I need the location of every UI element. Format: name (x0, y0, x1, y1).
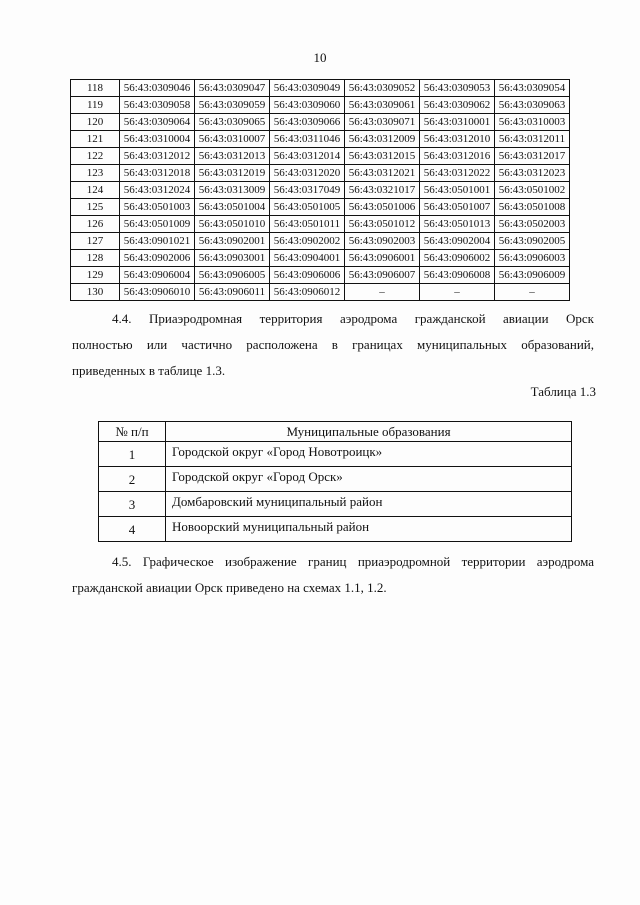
paragraph-line: 4.4. Приаэродромная территория аэродрома гражданской авиации Орск (112, 311, 594, 326)
cadastral-cell: 56:43:0310007 (195, 131, 270, 148)
cadastral-cell: 56:43:0312020 (270, 165, 345, 182)
row-number: 126 (71, 216, 120, 233)
cadastral-cell: – (495, 284, 570, 301)
municipality-name: Городской округ «Город Орск» (166, 467, 572, 492)
cadastral-table (70, 79, 570, 301)
paragraph-line: 4.5. Графическое изображение границ приаэродромной территории аэродрома (112, 554, 594, 569)
municipality-name: Городской округ «Город Новотроицк» (166, 442, 572, 467)
cadastral-cell: 56:43:0309053 (420, 80, 495, 97)
cadastral-cell: 56:43:0501005 (270, 199, 345, 216)
table-row (71, 284, 570, 301)
cadastral-cell: 56:43:0904001 (270, 250, 345, 267)
table-row (71, 80, 570, 97)
cadastral-cell: 56:43:0313009 (195, 182, 270, 199)
cadastral-cell: 56:43:0312011 (495, 131, 570, 148)
cadastral-cell: 56:43:0309047 (195, 80, 270, 97)
cadastral-cell: 56:43:0502003 (495, 216, 570, 233)
cadastral-cell: 56:43:0906003 (495, 250, 570, 267)
cadastral-cell: 56:43:0906012 (270, 284, 345, 301)
cadastral-cell: 56:43:0312009 (345, 131, 420, 148)
cadastral-cell: 56:43:0309060 (270, 97, 345, 114)
cadastral-cell: 56:43:0906008 (420, 267, 495, 284)
row-number: 120 (71, 114, 120, 131)
cadastral-cell: 56:43:0906006 (270, 267, 345, 284)
row-number: 4 (99, 517, 166, 542)
cadastral-cell: 56:43:0501013 (420, 216, 495, 233)
cadastral-cell: 56:43:0903001 (195, 250, 270, 267)
cadastral-cell: 56:43:0309061 (345, 97, 420, 114)
row-number: 3 (99, 492, 166, 517)
table-caption: Таблица 1.3 (530, 384, 596, 399)
cadastral-cell: 56:43:0902003 (345, 233, 420, 250)
paragraph-4-5 (72, 549, 594, 601)
cadastral-cell: 56:43:0312010 (420, 131, 495, 148)
municipalities-table (98, 421, 572, 542)
cadastral-cell: 56:43:0311046 (270, 131, 345, 148)
cadastral-cell: 56:43:0501011 (270, 216, 345, 233)
cadastral-cell: 56:43:0312022 (420, 165, 495, 182)
cadastral-cell: 56:43:0501009 (120, 216, 195, 233)
municipality-name: Домбаровский муниципальный район (166, 492, 572, 517)
table-row (71, 233, 570, 250)
row-number: 128 (71, 250, 120, 267)
cadastral-cell: – (345, 284, 420, 301)
cadastral-cell: 56:43:0901021 (120, 233, 195, 250)
cadastral-cell: 56:43:0902001 (195, 233, 270, 250)
paragraph-4-4 (72, 306, 594, 384)
cadastral-cell: 56:43:0309065 (195, 114, 270, 131)
table-header (99, 422, 572, 442)
table-row (71, 267, 570, 284)
cadastral-cell: 56:43:0309052 (345, 80, 420, 97)
cadastral-cell: 56:43:0501008 (495, 199, 570, 216)
cadastral-cell: 56:43:0312019 (195, 165, 270, 182)
header-row (99, 422, 572, 442)
cadastral-cell: 56:43:0309059 (195, 97, 270, 114)
cadastral-cell: 56:43:0312023 (495, 165, 570, 182)
row-number: 124 (71, 182, 120, 199)
municipality-name: Новоорский муниципальный район (166, 517, 572, 542)
row-number: 1 (99, 442, 166, 467)
row-number: 121 (71, 131, 120, 148)
cadastral-cell: 56:43:0321017 (345, 182, 420, 199)
cadastral-cell: 56:43:0310001 (420, 114, 495, 131)
page-number: 10 (313, 50, 327, 65)
row-number: 118 (71, 80, 120, 97)
cadastral-cell: 56:43:0312024 (120, 182, 195, 199)
cadastral-cell: 56:43:0312018 (120, 165, 195, 182)
cadastral-cell: 56:43:0902002 (270, 233, 345, 250)
cadastral-cell: 56:43:0501007 (420, 199, 495, 216)
cadastral-cell: 56:43:0312014 (270, 148, 345, 165)
row-number: 119 (71, 97, 120, 114)
cadastral-cell: 56:43:0501003 (120, 199, 195, 216)
cadastral-cell: 56:43:0309071 (345, 114, 420, 131)
table-row (99, 492, 572, 517)
table-row (71, 97, 570, 114)
table-body (99, 442, 572, 542)
cadastral-table-body (71, 80, 570, 301)
table-row (99, 467, 572, 492)
row-number: 129 (71, 267, 120, 284)
row-number: 122 (71, 148, 120, 165)
cadastral-cell: 56:43:0906011 (195, 284, 270, 301)
table-row (71, 199, 570, 216)
cadastral-cell: – (420, 284, 495, 301)
paragraph-line: полностью или частично расположена в границах муниципальных образований, (72, 337, 594, 352)
cadastral-cell: 56:43:0501001 (420, 182, 495, 199)
cadastral-cell: 56:43:0902004 (420, 233, 495, 250)
cadastral-cell: 56:43:0309058 (120, 97, 195, 114)
cadastral-cell: 56:43:0501006 (345, 199, 420, 216)
table-row (71, 114, 570, 131)
cadastral-cell: 56:43:0501004 (195, 199, 270, 216)
cadastral-cell: 56:43:0312016 (420, 148, 495, 165)
row-number: 123 (71, 165, 120, 182)
row-number: 130 (71, 284, 120, 301)
cadastral-cell: 56:43:0902006 (120, 250, 195, 267)
cadastral-cell: 56:43:0501002 (495, 182, 570, 199)
table-row (71, 182, 570, 199)
table-row (71, 131, 570, 148)
cadastral-cell: 56:43:0906004 (120, 267, 195, 284)
cadastral-cell: 56:43:0317049 (270, 182, 345, 199)
table-row (71, 250, 570, 267)
header-cell-name: Муниципальные образования (166, 422, 572, 442)
row-number: 127 (71, 233, 120, 250)
cadastral-cell: 56:43:0906009 (495, 267, 570, 284)
cadastral-cell: 56:43:0501012 (345, 216, 420, 233)
cadastral-cell: 56:43:0309046 (120, 80, 195, 97)
cadastral-cell: 56:43:0312021 (345, 165, 420, 182)
table-row (71, 216, 570, 233)
cadastral-cell: 56:43:0309054 (495, 80, 570, 97)
cadastral-cell: 56:43:0312013 (195, 148, 270, 165)
cadastral-cell: 56:43:0309064 (120, 114, 195, 131)
cadastral-cell: 56:43:0906001 (345, 250, 420, 267)
header-cell-num: № п/п (99, 422, 166, 442)
cadastral-cell: 56:43:0312012 (120, 148, 195, 165)
cadastral-cell: 56:43:0906007 (345, 267, 420, 284)
cadastral-cell: 56:43:0309063 (495, 97, 570, 114)
cadastral-cell: 56:43:0906002 (420, 250, 495, 267)
cadastral-cell: 56:43:0312017 (495, 148, 570, 165)
cadastral-cell: 56:43:0906005 (195, 267, 270, 284)
cadastral-cell: 56:43:0310004 (120, 131, 195, 148)
cadastral-cell: 56:43:0309066 (270, 114, 345, 131)
cadastral-cell: 56:43:0501010 (195, 216, 270, 233)
table-row (71, 165, 570, 182)
cadastral-cell: 56:43:0310003 (495, 114, 570, 131)
cadastral-cell: 56:43:0906010 (120, 284, 195, 301)
cadastral-cell: 56:43:0309049 (270, 80, 345, 97)
table-row (99, 442, 572, 467)
cadastral-cell: 56:43:0312015 (345, 148, 420, 165)
cadastral-cell: 56:43:0309062 (420, 97, 495, 114)
table-row (99, 517, 572, 542)
paragraph-line: гражданской авиации Орск приведено на схемах 1.1, 1.2. (72, 580, 387, 595)
row-number: 2 (99, 467, 166, 492)
table-row (71, 148, 570, 165)
cadastral-cell: 56:43:0902005 (495, 233, 570, 250)
row-number: 125 (71, 199, 120, 216)
paragraph-line: приведенных в таблице 1.3. (72, 363, 226, 378)
